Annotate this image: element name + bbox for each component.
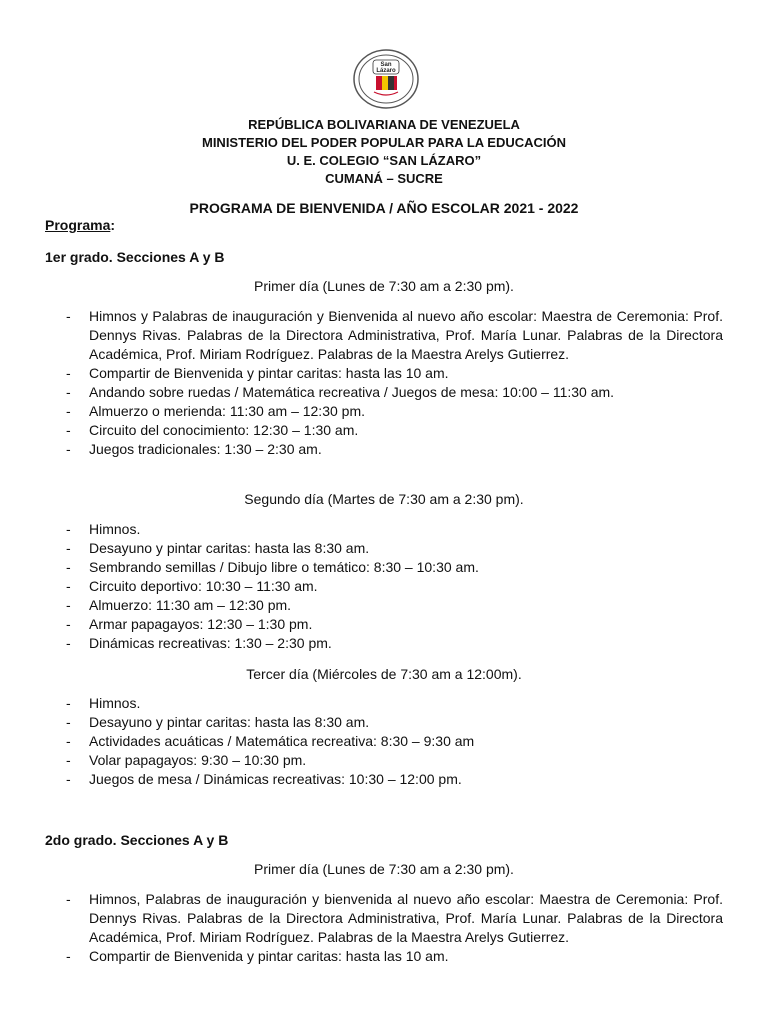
list-item: - Volar papagayos: 9:30 – 10:30 pm. xyxy=(66,752,307,768)
list-item: - Circuito del conocimiento: 12:30 – 1:30 am. xyxy=(66,422,359,438)
list-item: - Himnos, Palabras de inauguración y bienvenida al nuevo año escolar: Maestra de Ceremonia: Prof. Dennys Rivas. Palabras de la Directora Administrativa, Prof. María Lunar. Palabras de la Directora Académica, Prof. Miriam Rodríguez. Palabras de la Maestra Arelys Gutierrez. xyxy=(66,891,723,945)
list-item: - Himnos. xyxy=(66,695,141,711)
list-item: - Armar papagayos: 12:30 – 1:30 pm. xyxy=(66,616,313,632)
list-item: - Juegos de mesa / Dinámicas recreativas: 10:30 – 12:00 pm. xyxy=(66,771,462,787)
list-item: - Andando sobre ruedas / Matemática recreativa / Juegos de mesa: 10:00 – 11:30 am. xyxy=(66,384,615,400)
grade-2-day-1-title: Primer día (Lunes de 7:30 am a 2:30 pm). xyxy=(254,861,514,877)
grade-2-day-1-list xyxy=(0,890,723,966)
grade-1-day-3-title: Tercer día (Miércoles de 7:30 am a 12:00m). xyxy=(246,666,522,682)
program-label: Programa: xyxy=(45,217,116,233)
grade-1-day-2-title: Segundo día (Martes de 7:30 am a 2:30 pm). xyxy=(244,491,524,507)
grade-1-day-1-title: Primer día (Lunes de 7:30 am a 2:30 pm). xyxy=(254,278,514,294)
list-item: - Almuerzo: 11:30 am – 12:30 pm. xyxy=(66,597,292,613)
header-school: U. E. COLEGIO “SAN LÁZARO” xyxy=(286,153,482,168)
list-item: - Almuerzo o merienda: 11:30 am – 12:30 pm. xyxy=(66,403,366,419)
document-header xyxy=(0,116,768,188)
grade-1-day-2-list xyxy=(0,520,723,653)
grade-1-day-1-list xyxy=(0,307,723,459)
list-item: - Compartir de Bienvenida y pintar caritas: hasta las 10 am. xyxy=(66,948,449,964)
list-item: - Dinámicas recreativas: 1:30 – 2:30 pm. xyxy=(66,635,332,651)
list-item: - Circuito deportivo: 10:30 – 11:30 am. xyxy=(66,578,318,594)
grade-1-day-3-list xyxy=(0,694,723,789)
program-title: PROGRAMA DE BIENVENIDA / AÑO ESCOLAR 2021 - 2022 xyxy=(189,200,579,216)
header-ministry: MINISTERIO DEL PODER POPULAR PARA LA EDUCACIÓN xyxy=(201,135,567,150)
list-item: - Compartir de Bienvenida y pintar caritas: hasta las 10 am. xyxy=(66,365,449,381)
list-item: - Himnos. xyxy=(66,521,141,537)
school-seal-logo xyxy=(352,48,420,110)
list-item: - Actividades acuáticas / Matemática recreativa: 8:30 – 9:30 am xyxy=(66,733,475,749)
header-country: REPÚBLICA BOLIVARIANA DE VENEZUELA xyxy=(248,117,520,132)
svg-text:San: San xyxy=(380,62,392,68)
list-item: - Sembrando semillas / Dibujo libre o temático: 8:30 – 10:30 am. xyxy=(66,559,479,575)
header-city: CUMANÁ – SUCRE xyxy=(325,171,443,186)
svg-text:Lázaro: Lázaro xyxy=(376,68,396,74)
list-item: - Desayuno y pintar caritas: hasta las 8:30 am. xyxy=(66,540,370,556)
list-item: - Juegos tradicionales: 1:30 – 2:30 am. xyxy=(66,441,322,457)
grade-2-title: 2do grado. Secciones A y B xyxy=(45,832,229,848)
list-item: - Desayuno y pintar caritas: hasta las 8:30 am. xyxy=(66,714,370,730)
grade-1-title: 1er grado. Secciones A y B xyxy=(45,249,225,265)
list-item: - Himnos y Palabras de inauguración y Bienvenida al nuevo año escolar: Maestra de Ceremonia: Prof. Dennys Rivas. Palabras de la Directora Administrativa, Prof. María Lunar. Palabras de la Directora Académica, Prof. Miriam Rodríguez. Palabras de la Maestra Arelys Gutierrez. xyxy=(66,308,723,362)
